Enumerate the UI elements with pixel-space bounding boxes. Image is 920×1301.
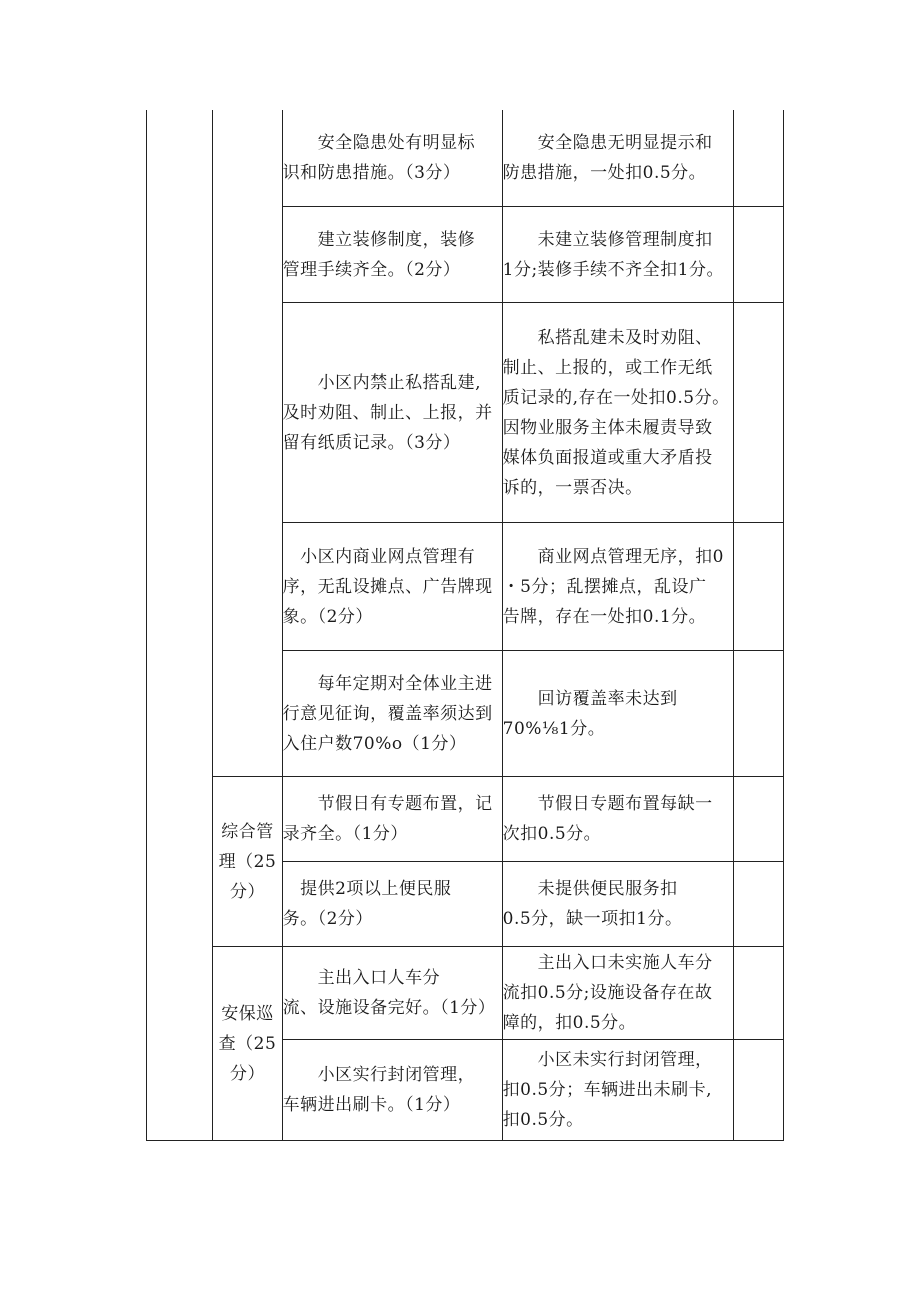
score-cell xyxy=(733,303,783,523)
score-cell xyxy=(733,207,783,303)
standard-cell: 小区内商业网点管理有 序，无乱设摊点、广告牌现 象。（2分） xyxy=(282,523,502,651)
standard-cell: 小区内禁止私搭乱建, 及时劝阻、制止、上报，并 留有纸质记录。（3分） xyxy=(282,303,502,523)
standard-cell: 小区实行封闭管理， 车辆进出刷卡。（1分） xyxy=(282,1040,502,1141)
deduction-cell: 商业网点管理无序，扣0 ・5分；乱摆摊点，乱设广 告牌，存在一处扣0.1分。 xyxy=(502,523,733,651)
outer-category-cell xyxy=(147,110,213,1141)
deduction-cell: 小区未实行封闭管理， 扣0.5分；车辆进出未刷卡, 扣0.5分。 xyxy=(502,1040,733,1141)
standard-cell: 节假日有专题布置，记 录齐全。（1分） xyxy=(282,777,502,862)
score-cell xyxy=(733,651,783,777)
assessment-table xyxy=(146,110,784,1141)
table-row xyxy=(147,947,784,1040)
standard-cell: 每年定期对全体业主进 行意见征询，覆盖率须达到 入住户数70%o（1分） xyxy=(282,651,502,777)
standard-cell: 主出入口人车分 流、设施设备完好。（1分） xyxy=(282,947,502,1040)
deduction-cell: 回访覆盖率未达到 70%⅛1分。 xyxy=(502,651,733,777)
score-cell xyxy=(733,777,783,862)
deduction-cell: 节假日专题布置每缺一 次扣0.5分。 xyxy=(502,777,733,862)
deduction-cell: 未建立装修管理制度扣 1分;装修手续不齐全扣1分。 xyxy=(502,207,733,303)
standard-cell: 建立装修制度，装修 管理手续齐全。（2分） xyxy=(282,207,502,303)
deduction-cell: 主出入口未实施人车分 流扣0.5分;设施设备存在故 障的，扣0.5分。 xyxy=(502,947,733,1040)
score-cell xyxy=(733,523,783,651)
category-cell-continued xyxy=(213,110,282,777)
score-cell xyxy=(733,1040,783,1141)
score-cell xyxy=(733,110,783,207)
deduction-cell: 安全隐患无明显提示和 防患措施，一处扣0.5分。 xyxy=(502,110,733,207)
category-comprehensive-management: 综合管 理（25 分） xyxy=(213,777,282,947)
standard-cell: 安全隐患处有明显标 识和防患措施。（3分） xyxy=(282,110,502,207)
deduction-cell: 私搭乱建未及时劝阻、 制止、上报的，或工作无纸 质记录的,存在一处扣0.5分。 因物业服务主体未履责导致 媒体负面报道或重大矛盾投 诉的，一票否决。 xyxy=(502,303,733,523)
score-cell xyxy=(733,947,783,1040)
standard-cell: 提供2项以上便民服 务。（2分） xyxy=(282,862,502,947)
deduction-cell: 未提供便民服务扣 0.5分，缺一项扣1分。 xyxy=(502,862,733,947)
table-row xyxy=(147,777,784,862)
table-row xyxy=(147,110,784,207)
score-cell xyxy=(733,862,783,947)
category-security-patrol: 安保巡 查（25 分） xyxy=(213,947,282,1141)
